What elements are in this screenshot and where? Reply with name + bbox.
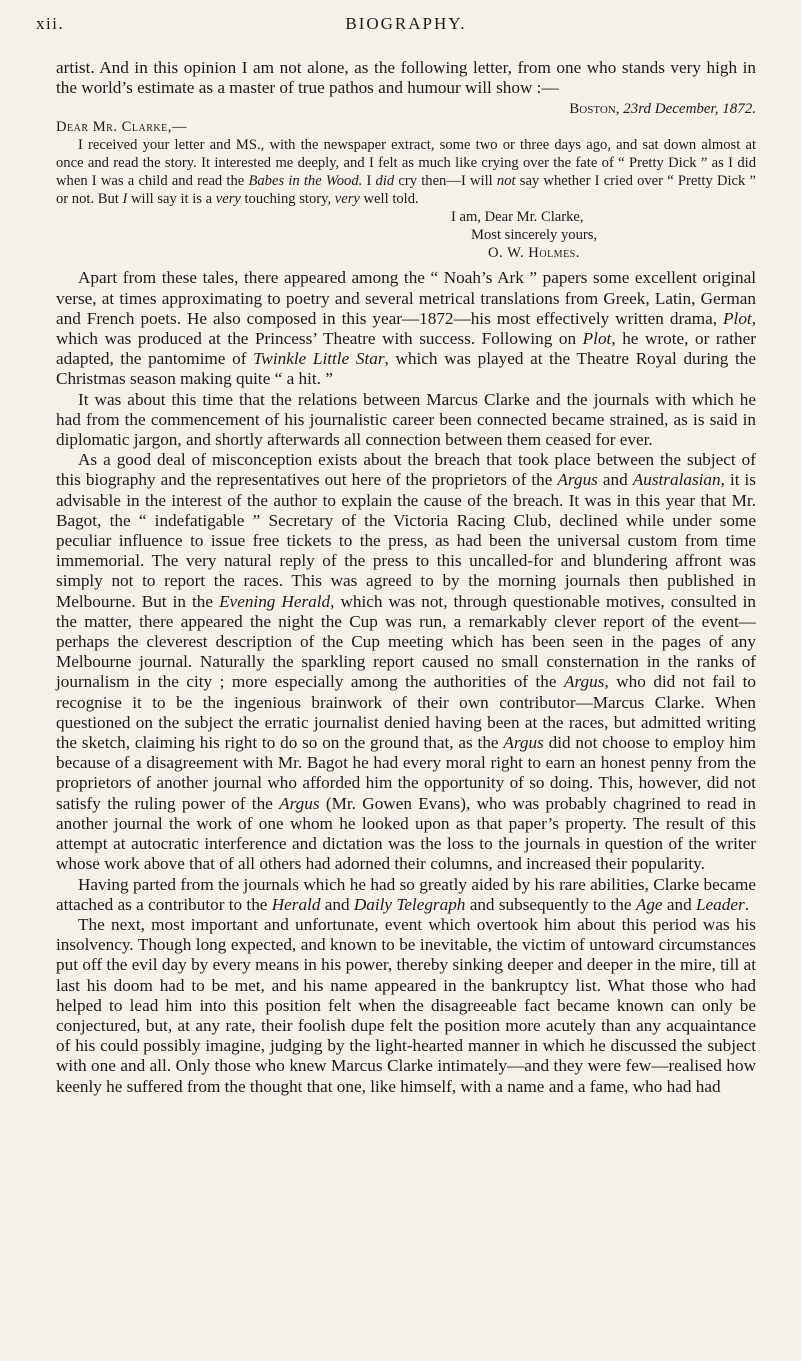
paragraph-text: , he wrote, or rather adapted, the pantomime of <box>56 329 757 369</box>
paragraph-text: did not choose to employ him because of a disagreement with Mr. Bagot he had every moral right to earn an honest penny from the proprietors of another journal who afforded him the opportunity of so doing. This, however, did not satisfy the ruling power of the <box>56 733 756 813</box>
letter-place: Boston, <box>569 101 620 118</box>
opening-paragraph <box>56 58 756 98</box>
paragraph-text: and <box>597 470 633 490</box>
letter-closing: I am, Dear Mr. Clarke, <box>451 209 584 226</box>
paragraph-text: The next, most important and unfortunate, event which overtook him about this period was his insolvency. Though long expected, and known to be inevitable, the victim of untoward circumstances put off the evil day by every means in his power, thereby sinking deeper and deeper in the mire, till at last his doom had to be met, and his name appeared in the bankruptcy list. What those who had helped to lead him into this position felt when the disagreeable fact became known can only be conjectured, but, at any rate, their foolish dupe felt the position more acutely than any acquaintance of his could possibly imagine, judging by the light-hearted manner in which he discussed the subject with one and all. Only those who knew Marcus Clarke intimately—and they were few—realised how keenly he suffered from the thought that one, like himself, with a name and a fame, who had had <box>56 914 756 1096</box>
paragraph-text: and <box>320 894 354 914</box>
paragraph-text: , which was played at the Theatre Royal during the Christmas season making quite “ a hit. ” <box>56 349 756 389</box>
paragraph-text: , which was not, through questionable motives, consulted in the matter, there appeared the night the Cup was run, a remarkably clever report of the event—perhaps the cleverest description of the Cup meeting which has been seen in the pages of any Melbourne journal. Naturally the sparkling report caused no small consternation in the ranks of journalism in the city ; more especially among the authorities of the <box>56 591 756 692</box>
paragraph-text: It was about this time that the relations between Marcus Clarke and the journals with which he had from the commencement of his journalistic career been connected became strained, as is said in diplomatic jargon, and shortly afterwards all connection between them ceased for ever. <box>56 389 756 450</box>
journal-title: Daily Telegraph <box>353 894 466 914</box>
running-title: BIOGRAPHY. <box>345 14 467 33</box>
paragraph-text: and subsequently to the <box>465 894 636 914</box>
paragraph-drama <box>56 268 756 389</box>
letter-body-text: say whether I cried over “ Pretty Dick ” or not. But <box>56 173 756 208</box>
work-title: Plot <box>723 308 752 328</box>
paragraph-insolvency <box>56 915 756 1097</box>
paragraph-text: , which was produced at the Princess’ Theatre with success. Following on <box>56 308 756 349</box>
opening-text: artist. And in this opinion I am not alone, as the following letter, from one who stands very high in the world’s estimate as a master of true pathos and humour will show :— <box>56 58 756 98</box>
journal-title: Herald <box>271 894 321 914</box>
letter-body-text: cry then—I will <box>394 173 497 190</box>
letter-date: 23rd December, 1872. <box>623 101 756 118</box>
work-title: Twinkle Little Star <box>253 349 385 369</box>
journal-title: Argus <box>503 733 544 753</box>
letter-body-emphasis: did <box>375 173 395 190</box>
paragraph-text: and <box>662 894 696 914</box>
journal-title: Argus <box>557 470 598 490</box>
journal-title: Argus <box>564 672 605 692</box>
letter-body-text: touching story, <box>240 191 335 208</box>
journal-title: Australasian <box>632 470 721 490</box>
journal-title: Argus <box>279 793 320 813</box>
work-title: Plot <box>582 329 612 349</box>
paragraph-text: Having parted from the journals which he had so greatly aided by his rare abilities, Clarke became attached as a contributor to the <box>56 874 756 914</box>
paragraph-contributor <box>56 875 756 915</box>
journal-title: Evening Herald <box>219 591 331 611</box>
letter-body-emphasis: very <box>334 191 360 208</box>
letter-body-text: I <box>362 173 376 190</box>
paragraph-breach <box>56 450 756 874</box>
paragraph-text: (Mr. Gowen Evans), who was probably chagrined to read in another journal the work of one whom he looked upon as that paper’s property. The result of this attempt at autocratic interference and dictation was the loss to the journals in question of the writer whose work above that of all others had adorned their columns, and increased their popularity. <box>56 793 756 874</box>
letter-body <box>56 136 756 208</box>
letter-dateline <box>56 100 756 118</box>
letter-signoff: Most sincerely yours, <box>471 227 598 244</box>
paragraph-text: , who did not fail to recognise it to be the ingenious brainwork of their own contributor—Marcus Clarke. When questioned on the subject the erratic journalist denied having been at the races, but admitted writing the sketch, claiming his right to do so on the ground that, as the <box>56 672 756 753</box>
paragraph-relations <box>56 390 756 451</box>
letter-body-text: will say it is a <box>127 191 216 208</box>
letter-body-emphasis: I <box>122 191 128 208</box>
quoted-letter <box>56 100 756 262</box>
page-number: xii. <box>36 14 65 33</box>
running-header <box>36 14 756 38</box>
journal-title: Leader <box>695 894 745 914</box>
letter-salutation: Dear Mr. Clarke,— <box>56 119 187 136</box>
paragraph-text: , it is advisable in the interest of the author to explain the cause of the breach. It was in this year that Mr. Bagot, the “ indefatigable ” Secretary of the Victoria Racing Club, declined while under some peculiar influence to issue free tickets to the press, as had been the universal custom from time immemorial. The very natural reply of the press to this uncalled-for and blundering affront was simply not to report the races. This was agreed to by the morning journals then published in Melbourne. But in the <box>56 470 756 611</box>
letter-body-emphasis: very <box>215 191 241 208</box>
letter-signature: O. W. Holmes. <box>488 245 580 262</box>
journal-title: Age <box>635 894 663 914</box>
body-text <box>56 58 756 1097</box>
paragraph-text: . <box>744 894 749 914</box>
letter-body-emphasis: not <box>496 173 516 190</box>
letter-body-title: Babes in the Wood. <box>248 173 363 190</box>
letter-body-text: I received your letter and MS., with the newspaper extract, some two or three days ago, and sat down almost at once and read the story. It interested me deeply, and I felt as much like crying over the fate of “ Pretty Dick ” as I did when I was a child and read the <box>56 137 756 190</box>
letter-body-text: well told. <box>359 191 419 208</box>
paragraph-text: Apart from these tales, there appeared among the “ Noah’s Ark ” papers some excellent original verse, at times approximating to poetry and several metrical translations from Greek, Latin, German and French poets. He also composed in this year—1872—his most effectively written drama, <box>56 268 756 328</box>
paragraph-text: As a good deal of misconception exists about the breach that took place between the subject of this biography and the representatives out here of the proprietors of the <box>56 450 756 490</box>
